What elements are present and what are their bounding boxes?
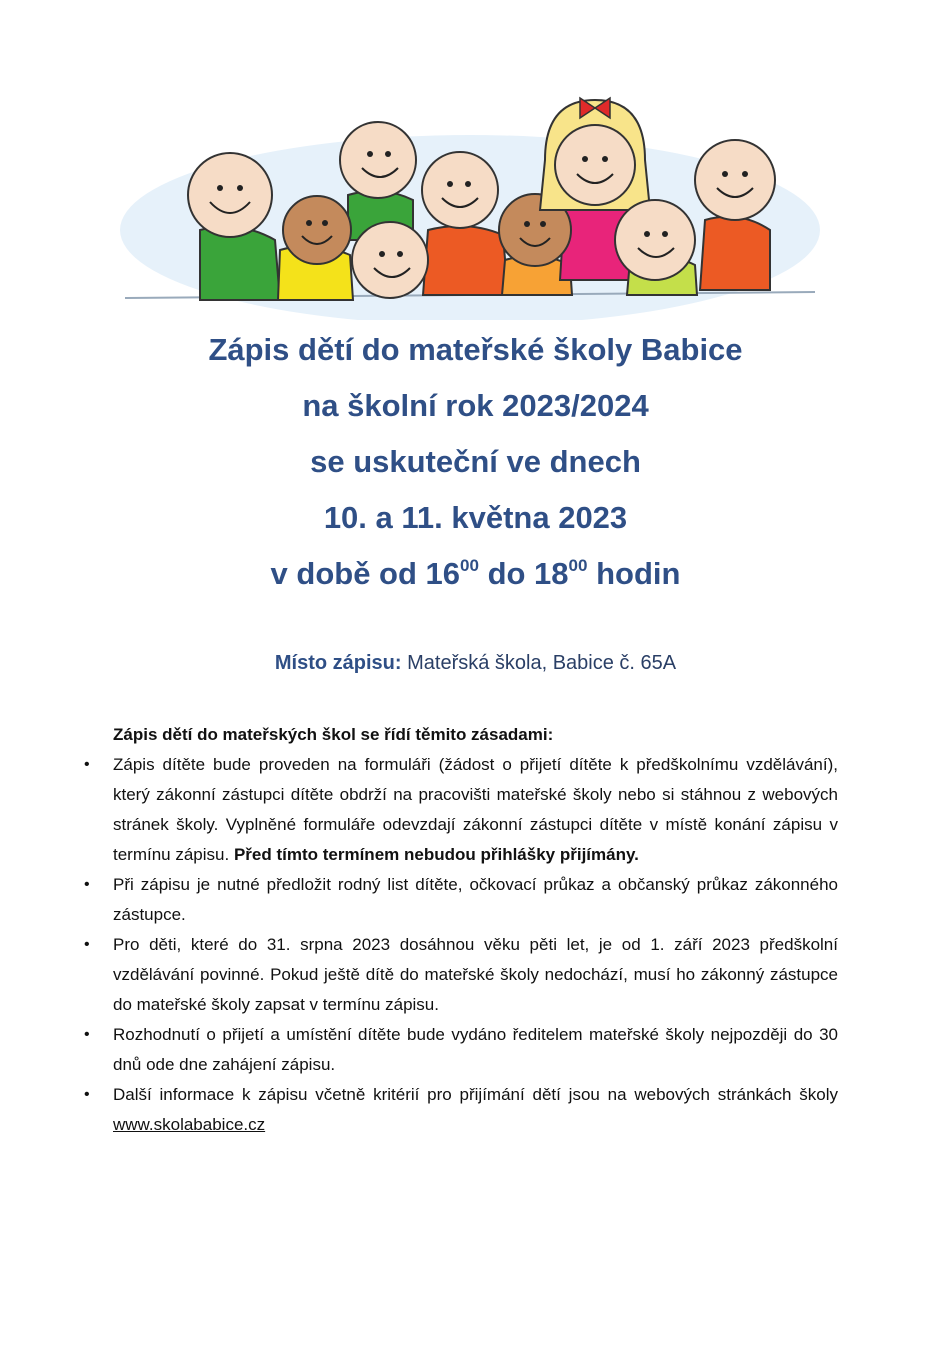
bullet-icon: •: [84, 1026, 90, 1043]
rule-item: [84, 1080, 838, 1140]
rule-item: [84, 870, 838, 930]
bullet-icon: •: [84, 756, 90, 773]
place-value: Mateřská škola, Babice č. 65A: [401, 652, 677, 674]
rule-text: Další informace k zápisu včetně kritérií pro přijímání dětí jsou na webových stránkách školy: [113, 1085, 838, 1104]
heading-line-2: na školní rok 2023/2024: [302, 388, 649, 423]
children-group-image: [110, 80, 830, 320]
time-mid: do 18: [478, 556, 569, 591]
rule-text: Zápis dítěte bude proveden na formuláři (žádost o přijetí dítěte k předškolnímu vzdělávání), který zákonní zástupci dítěte obdrží na pracovišti mateřské školy nebo si stáhnou z webových stránek školy. Vyplněné formuláře odevzdají zákonní zástupci dítěte v místě konání zápisu v termínu zápisu.: [113, 755, 838, 864]
children-illustration: [110, 80, 830, 320]
heading-line-1: Zápis dětí do mateřské školy Babice: [208, 332, 743, 367]
rules-heading: Zápis dětí do mateřských škol se řídí těmito zásadami:: [113, 725, 554, 744]
rule-item: [84, 930, 838, 1020]
heading-line-5: [0, 550, 951, 606]
time-sup-end: 00: [568, 556, 588, 575]
place-label: Místo zápisu:: [274, 652, 402, 674]
time-suffix: hodin: [587, 556, 681, 591]
bullet-icon: •: [84, 876, 90, 893]
rule-text: Rozhodnutí o přijetí a umístění dítěte bude vydáno ředitelem mateřské školy nejpozději do 30 dnů ode dne zahájení zápisu.: [113, 1025, 838, 1074]
school-website-link[interactable]: www.skolababice.cz: [113, 1115, 266, 1134]
rule-text-bold: Před tímto termínem nebudou přihlášky přijímány.: [233, 845, 639, 864]
rule-text: Při zápisu je nutné předložit rodný list dítěte, očkovací průkaz a občanský průkaz zákonného zástupce.: [113, 875, 838, 924]
rule-text: Pro děti, které do 31. srpna 2023 dosáhnou věku pěti let, je od 1. září 2023 předškolní vzdělávání povinné. Pokud ještě dítě do mateřské školy nedochází, musí ho zákonný zástupce do mateřské školy zapsat v termínu zápisu.: [113, 935, 838, 1014]
bullet-icon: •: [84, 1086, 90, 1103]
rules-list: [84, 750, 838, 1140]
announcement-heading: [0, 326, 951, 606]
rule-item: [84, 750, 838, 870]
rule-item: [84, 1020, 838, 1080]
enrollment-place: [0, 652, 951, 675]
rules-section: [84, 720, 838, 1140]
time-sup-start: 00: [460, 556, 479, 575]
heading-line-4: 10. a 11. května 2023: [323, 500, 628, 535]
bullet-icon: •: [84, 936, 90, 953]
heading-line-3: se uskuteční ve dnech: [310, 444, 641, 479]
time-prefix: v době od 16: [270, 556, 461, 591]
